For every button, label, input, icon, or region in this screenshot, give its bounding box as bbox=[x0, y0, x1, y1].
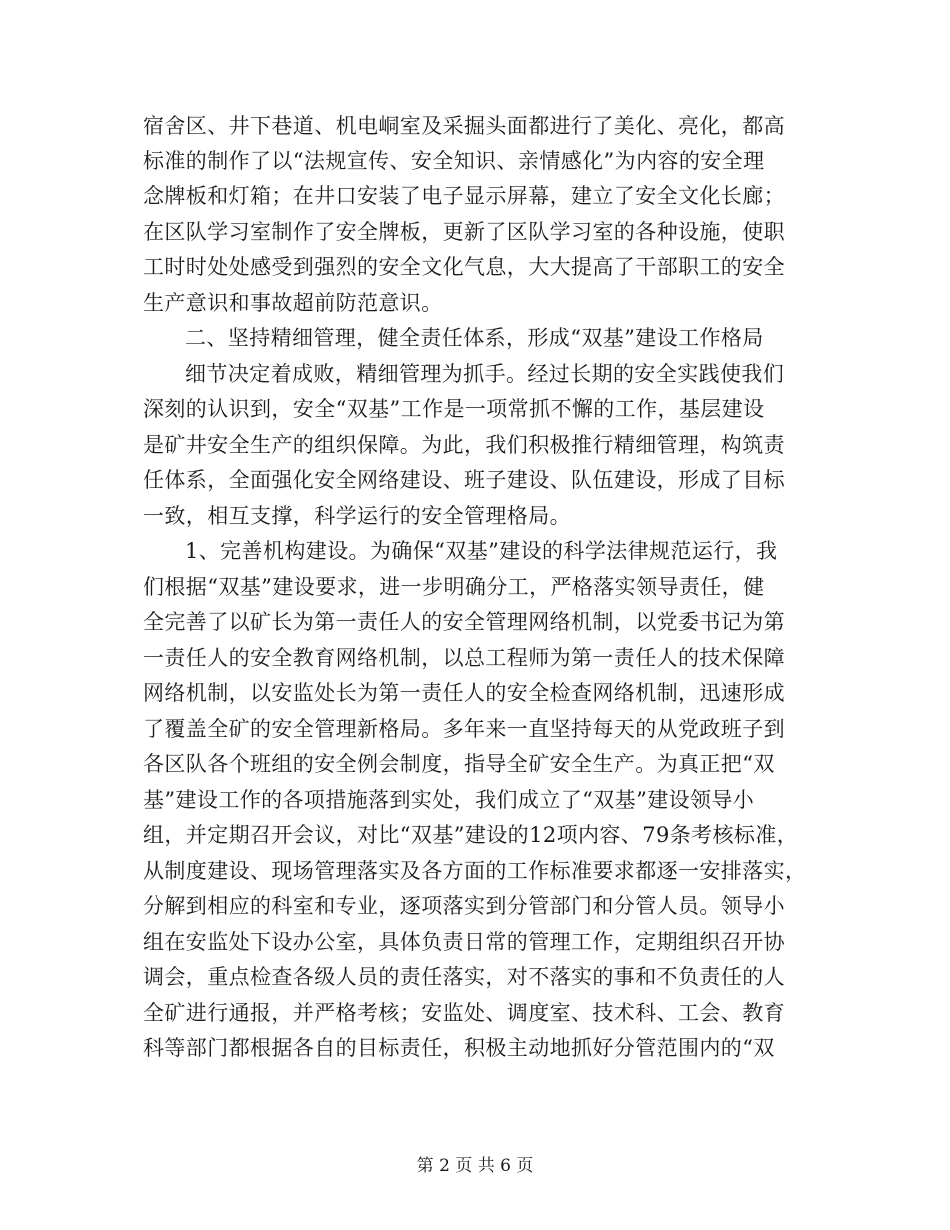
paragraph-line: 们根据“双基”建设要求，进一步明确分工，严格落实领导责任，健 bbox=[143, 575, 765, 599]
paragraph-line: 调会，重点检查各级人员的责任落实，对不落实的事和不负责任的人 bbox=[143, 965, 785, 989]
paragraph-line: 全矿进行通报，并严格考核；安监处、调度室、技术科、工会、教育 bbox=[143, 1001, 785, 1025]
paragraph-line: 科等部门都根据各自的目标责任，积极主动地抓好分管范围内的“双 bbox=[143, 1036, 775, 1060]
paragraph-line: 任体系，全面强化安全网络建设、班子建设、队伍建设，形成了目标 bbox=[143, 468, 785, 492]
paragraph-line: 一致，相互支撑，科学运行的安全管理格局。 bbox=[143, 504, 571, 528]
paragraph-line: 标准的制作了以“法规宣传、安全知识、亲情感化”为内容的安全理 bbox=[143, 149, 765, 173]
paragraph-line: 是矿井安全生产的组织保障。为此，我们积极推行精细管理，构筑责 bbox=[143, 433, 785, 457]
paragraph-line: 网络机制，以安监处长为第一责任人的安全检查网络机制，迅速形成 bbox=[143, 681, 785, 705]
paragraph-line: 组在安监处下设办公室，具体负责日常的管理工作，定期组织召开协 bbox=[143, 930, 785, 954]
page-number-footer: 第 2 页 共 6 页 bbox=[416, 1156, 534, 1176]
paragraph-line: 工时时处处感受到强烈的安全文化气息，大大提高了干部职工的安全 bbox=[143, 255, 785, 279]
paragraph-line: 在区队学习室制作了安全牌板，更新了区队学习室的各种设施，使职 bbox=[143, 220, 785, 244]
paragraph-line: 全完善了以矿长为第一责任人的安全管理网络机制，以党委书记为第 bbox=[143, 610, 785, 634]
paragraph-line: 深刻的认识到，安全“双基”工作是一项常抓不懈的工作，基层建设 bbox=[143, 397, 765, 421]
paragraph-line: 一责任人的安全教育网络机制，以总工程师为第一责任人的技术保障 bbox=[143, 646, 785, 670]
paragraph-line: 宿舍区、井下巷道、机电峒室及采掘头面都进行了美化、亮化，都高 bbox=[143, 114, 785, 138]
paragraph-line: 从制度建设、现场管理落实及各方面的工作标准要求都逐一安排落实， bbox=[143, 859, 807, 883]
paragraph-line: 细节决定着成败，精细管理为抓手。经过长期的安全实践使我们 bbox=[185, 362, 785, 386]
paragraph-line: 分解到相应的科室和专业，逐项落实到分管部门和分管人员。领导小 bbox=[143, 894, 785, 918]
paragraph-line: 组，并定期召开会议，对比“双基”建设的12项内容、79条考核标准， bbox=[143, 823, 799, 847]
paragraph-line: 各区队各个班组的安全例会制度，指导全矿安全生产。为真正把“双 bbox=[143, 752, 775, 776]
section-heading: 二、坚持精细管理，健全责任体系，形成“双基”建设工作格局 bbox=[185, 326, 764, 350]
paragraph-line: 1、完善机构建设。为确保“双基”建设的科学法律规范运行，我 bbox=[185, 539, 778, 563]
paragraph-line: 念牌板和灯箱；在井口安装了电子显示屏幕，建立了安全文化长廊； bbox=[143, 184, 785, 208]
paragraph-line: 生产意识和事故超前防范意识。 bbox=[143, 291, 443, 315]
paragraph-line: 了覆盖全矿的安全管理新格局。多年来一直坚持每天的从党政班子到 bbox=[143, 717, 785, 741]
paragraph-line: 基”建设工作的各项措施落到实处，我们成立了“双基”建设领导小 bbox=[143, 788, 755, 812]
